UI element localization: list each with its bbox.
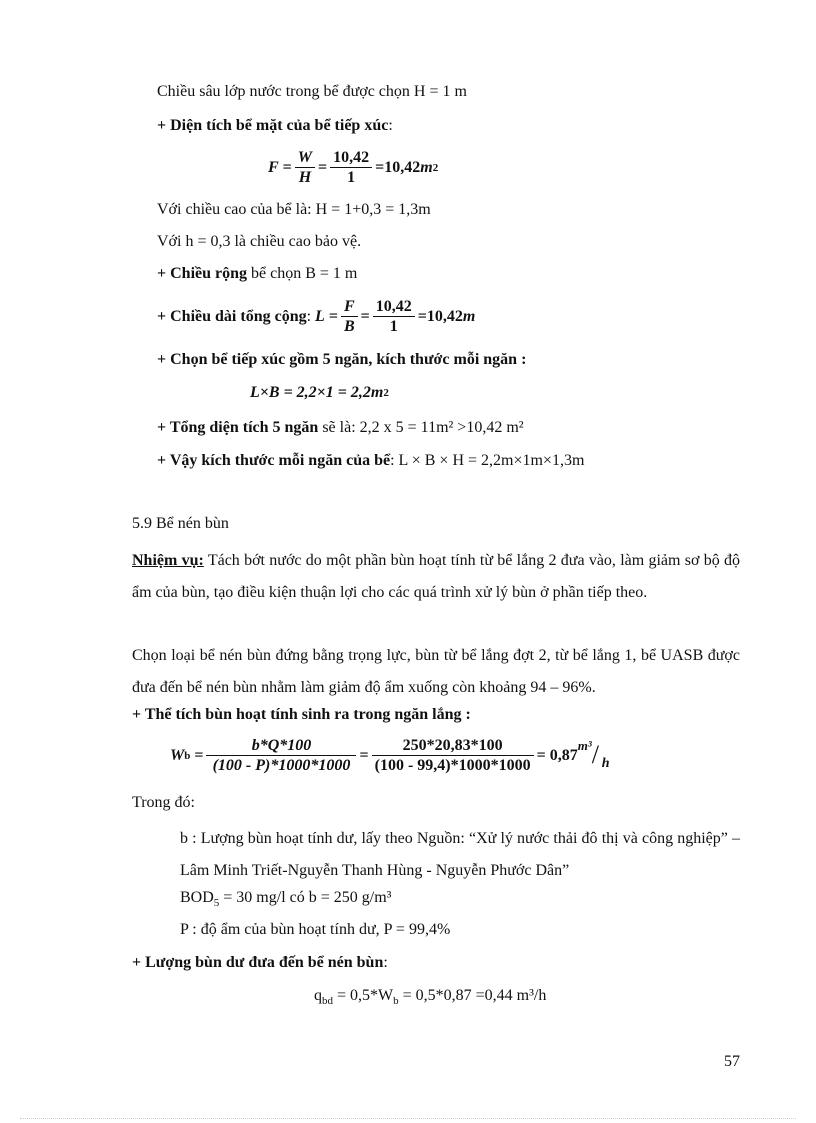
area-equation: F = $\frac{W}{H}$ = $\frac{10,42}{1}$ = 10,42 m 2 <box>268 149 439 186</box>
area-eq-frac2 <box>330 148 372 187</box>
area-heading-text: + Diện tích bể mặt của bể tiếp xúc <box>157 117 389 134</box>
width-heading: + Chiều rộng <box>157 265 248 282</box>
length-eq-lhs: L <box>315 307 325 325</box>
total-area-rest: sẽ là: 2,2 x 5 = 11m² >10,42 m² <box>318 419 524 436</box>
qbd-line <box>314 986 546 1011</box>
qbd-mid: = 0,5*W <box>333 987 394 1004</box>
compartment-line: + Chọn bể tiếp xúc gồm 5 ngăn, kích thước mỗi ngăn : <box>157 351 527 368</box>
sludge-line <box>132 953 388 973</box>
area-eq-result: 10,42 <box>384 158 421 176</box>
page-number: 57 <box>724 1053 740 1070</box>
length-eq-frac1-num: F <box>341 297 358 317</box>
width-rest: bể chọn B = 1 m <box>247 265 358 282</box>
area-eq-unit: m <box>420 158 433 176</box>
total-area-heading: + Tổng diện tích 5 ngăn <box>157 419 319 436</box>
task-paragraph <box>132 545 740 609</box>
bod-pre: BOD <box>180 889 214 906</box>
length-line <box>157 297 475 336</box>
height-line: Với chiều cao của bể là: H = 1+0,3 = 1,3m <box>157 201 431 218</box>
volume-eq-unit <box>578 738 612 774</box>
length-colon: : <box>306 307 312 325</box>
volume-eq-unit-den: h <box>601 755 610 771</box>
cell-eq-unit: m <box>370 384 384 401</box>
cell-eq-text: L×B = 2,2×1 = 2,2 <box>250 384 371 401</box>
where-line: Trong đó: <box>132 794 195 811</box>
length-equation: L = $\frac{F}{B}$ = $\frac{10,42}{1}$ = 10,42 m <box>315 298 476 335</box>
length-eq-frac1 <box>341 297 358 336</box>
volume-eq-result: 0,87 <box>549 746 578 764</box>
total-area-line <box>157 418 524 438</box>
section-title: 5.9 Bể nén bùn <box>132 515 229 532</box>
volume-eq-frac2-num: 250*20,83*100 <box>372 736 534 756</box>
volume-eq-lhs: W <box>170 746 185 764</box>
area-heading-colon: : <box>388 117 393 134</box>
page-bottom-divider <box>20 1118 796 1119</box>
width-line <box>157 264 357 284</box>
cell-equation <box>250 384 389 402</box>
bod-post: = 30 mg/l có b = 250 g/m³ <box>219 889 392 906</box>
length-heading: + Chiều dài tổng cộng <box>157 307 307 325</box>
volume-eq-frac2-den: (100 - 99,4)*1000*1000 <box>374 757 531 774</box>
volume-heading: + Thể tích bùn hoạt tính sinh ra trong ngăn lắng : <box>132 706 471 723</box>
volume-equation: W b = $\frac{b*Q*100}{(100 - P)*1000*1000}$ = $\frac{250*20,83*100}{(100 - 99,4)*1000*1000}$ = 0,87 m³ / h <box>170 736 612 775</box>
bod-sub: 5 <box>213 897 220 910</box>
length-eq-frac2 <box>373 297 415 336</box>
choose-paragraph: Chọn loại bể nén bùn đứng bằng trọng lực, bùn từ bể lắng đợt 2, từ bể lắng 1, bể UASB được đưa đến bể nén bùn nhằm làm giảm độ ẩm xuống còn khoảng 94 – 96%. <box>132 647 740 696</box>
volume-eq-frac1-num: b*Q*100 <box>206 736 356 756</box>
area-heading <box>157 116 393 136</box>
length-eq-unit: m <box>462 307 476 325</box>
area-eq-frac2-den: 1 <box>347 169 356 186</box>
dims-rest: : L × B × H = 2,2m×1m×1,3m <box>390 452 585 469</box>
qbd-sub: bd <box>322 995 333 1008</box>
area-eq-exp: 2 <box>432 161 439 174</box>
length-eq-frac1-den: B <box>343 318 355 335</box>
protect-line: Với h = 0,3 là chiều cao bảo vệ. <box>157 233 362 250</box>
b-definition: b : Lượng bùn hoạt tính dư, lấy theo Nguồn: “Xử lý nước thải đô thị và công nghiệp” – Lâm Minh Triết-Nguyễn Thanh Hùng - Nguyễn Phước Dân” <box>180 830 740 879</box>
length-eq-frac2-num: 10,42 <box>373 297 415 317</box>
dims-heading: + Vậy kích thước mỗi ngăn của bể <box>157 452 391 469</box>
area-eq-frac1-num: W <box>295 148 315 168</box>
bod-line <box>180 888 391 913</box>
volume-eq-unit-slash: / <box>591 739 599 769</box>
cell-eq-exp: 2 <box>383 387 389 399</box>
depth-line: Chiều sâu lớp nước trong bể được chọn H = 1 m <box>157 83 467 100</box>
qbd-pre: q <box>314 987 322 1004</box>
task-label: Nhiệm vụ: <box>132 552 204 569</box>
volume-eq-frac2 <box>372 736 534 775</box>
volume-eq-lhs-sub: b <box>184 749 191 762</box>
area-eq-frac2-num: 10,42 <box>330 148 372 168</box>
volume-eq-unit-num: m³ <box>577 737 592 753</box>
area-eq-frac1 <box>295 148 315 187</box>
area-eq-frac1-den: H <box>298 169 312 186</box>
dims-line <box>157 451 584 471</box>
length-eq-frac2-den: 1 <box>389 318 398 335</box>
task-text: Tách bớt nước do một phần bùn hoạt tính từ bể lắng 2 đưa vào, làm giảm sơ bộ độ ẩm của bùn, tạo điều kiện thuận lợi cho các quá trình xử lý bùn ở phần tiếp theo. <box>132 552 740 601</box>
qbd-post: = 0,5*0,87 =0,44 m³/h <box>398 987 547 1004</box>
sludge-heading: + Lượng bùn dư đưa đến bể nén bùn <box>132 954 384 971</box>
length-eq-result: 10,42 <box>426 307 463 325</box>
p-definition: P : độ ẩm của bùn hoạt tính dư, P = 99,4% <box>180 921 451 938</box>
area-eq-lhs: F <box>268 158 279 176</box>
volume-eq-frac1-den: (100 - P)*1000*1000 <box>212 757 351 774</box>
sludge-colon: : <box>383 954 388 971</box>
qbd-sub2: b <box>393 995 399 1008</box>
volume-eq-frac1 <box>206 736 356 775</box>
